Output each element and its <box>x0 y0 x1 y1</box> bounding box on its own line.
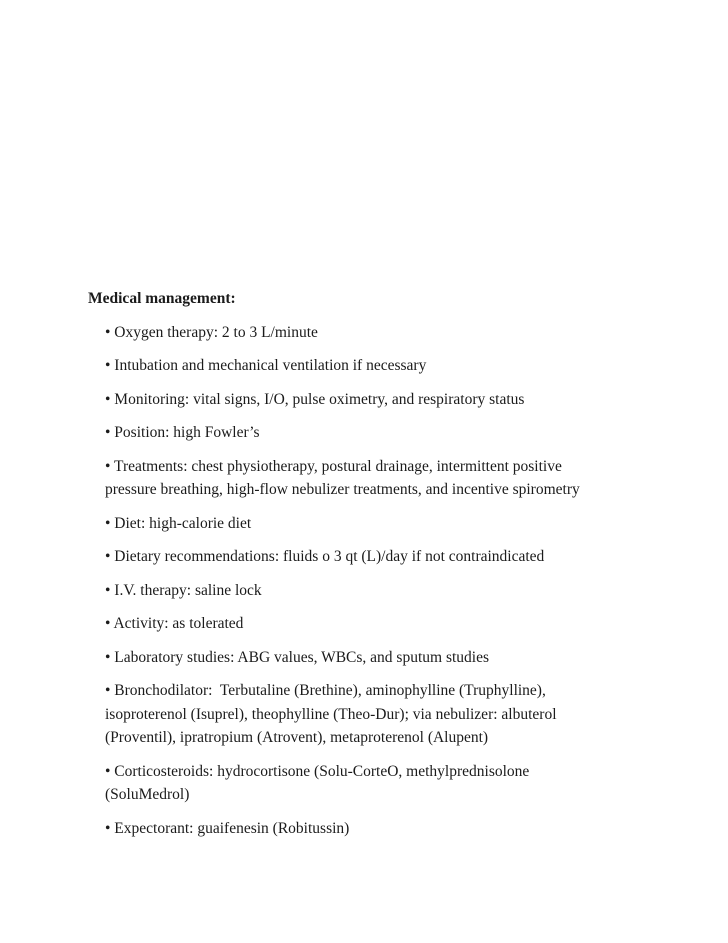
bullet-line: pressure breathing, high-flow nebulizer treatments, and incentive spirometry <box>105 481 580 498</box>
bullet-item <box>105 455 698 502</box>
bullet-line: • Bronchodilator: Terbutaline (Brethine), aminophylline (Truphylline), <box>105 682 546 699</box>
bullet-line: • Treatments: chest physiotherapy, postural drainage, intermittent positive <box>105 457 562 475</box>
bullet-item <box>105 321 698 345</box>
bullet-item <box>105 388 698 412</box>
bullet-line: • Intubation and mechanical ventilation if necessary <box>105 357 427 374</box>
bullet-item <box>105 817 698 841</box>
bullet-item <box>105 612 698 636</box>
bullet-line: • Oxygen therapy: 2 to 3 L/minute <box>105 323 318 341</box>
bullet-item <box>105 421 698 445</box>
bullet-line: (SoluMedrol) <box>105 786 190 803</box>
bullet-item <box>105 545 698 569</box>
section-heading: Medical management: <box>88 290 236 307</box>
bullet-line: • Position: high Fowler’s <box>105 424 260 441</box>
bullet-item <box>105 512 698 536</box>
bullet-line: isoproterenol (Isuprel), theophylline (Theo-Dur); via nebulizer: albuterol <box>105 705 557 723</box>
bullet-item <box>105 760 698 807</box>
bullet-item <box>105 679 698 750</box>
bullet-line: • Monitoring: vital signs, I/O, pulse oximetry, and respiratory status <box>105 390 525 408</box>
bullet-line: • Corticosteroids: hydrocortisone (Solu-CorteO, methylprednisolone <box>105 762 530 780</box>
bullet-list <box>105 321 698 841</box>
bullet-item <box>105 354 698 378</box>
bullet-item <box>105 646 698 670</box>
bullet-line: • Expectorant: guaifenesin (Robitussin) <box>105 819 350 837</box>
bullet-line: • I.V. therapy: saline lock <box>105 581 262 599</box>
bullet-line: • Dietary recommendations: fluids o 3 qt (L)/day if not contraindicated <box>105 548 545 565</box>
bullet-line: • Diet: high-calorie diet <box>105 514 252 532</box>
bullet-item <box>105 579 698 603</box>
bullet-line: • Activity: as tolerated <box>105 615 244 632</box>
bullet-line: • Laboratory studies: ABG values, WBCs, and sputum studies <box>105 648 490 666</box>
bullet-line: (Proventil), ipratropium (Atrovent), metaproterenol (Alupent) <box>105 729 489 746</box>
